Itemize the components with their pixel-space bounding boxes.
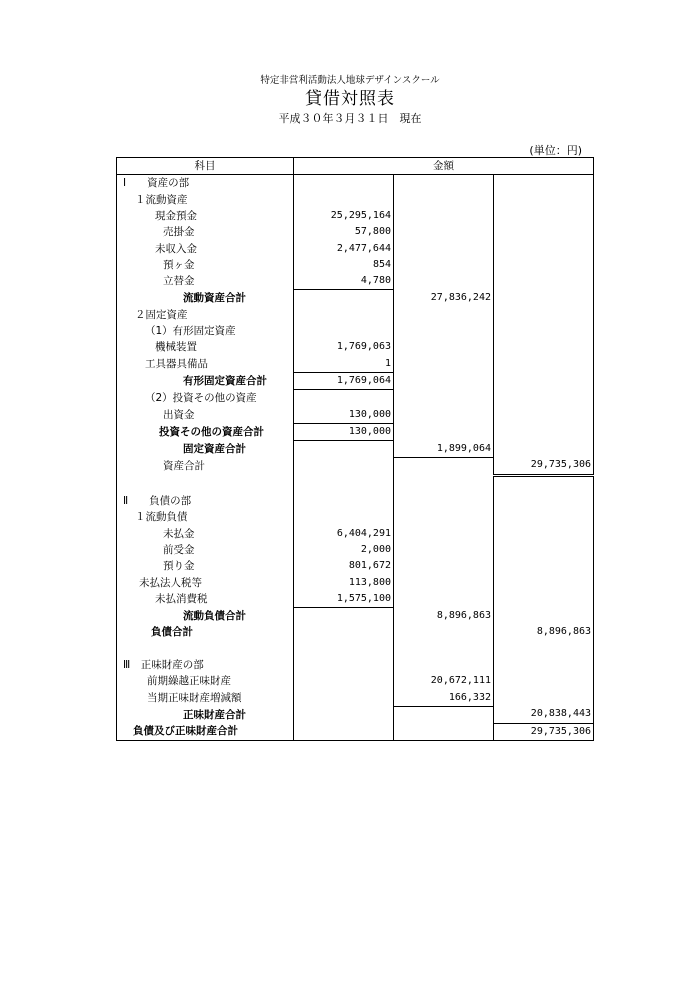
row-amount: 6,404,291: [294, 526, 394, 542]
assets-total-label: 資産合計: [117, 457, 294, 475]
table-row: [117, 706, 594, 723]
row-label: 現金預金: [117, 208, 294, 224]
table-row: [117, 390, 594, 407]
row-amount: 2,000: [294, 542, 394, 558]
table-header-row: [117, 158, 594, 175]
grand-total: 29,735,306: [494, 723, 594, 740]
current-liabilities-total-label: 流動負債合計: [117, 608, 294, 625]
table-row: [117, 624, 594, 640]
invest-total: 130,000: [294, 423, 394, 440]
report-date: 平成３０年３月３１日 現在: [278, 112, 422, 125]
table-row: [117, 608, 594, 625]
table-row: [117, 690, 594, 707]
row-label: 未払消費税: [117, 591, 294, 608]
invest-total-label: 投資その他の資産合計: [117, 423, 294, 440]
table-row: [117, 257, 594, 273]
row-label: 未払法人税等: [117, 574, 294, 590]
table-row: [117, 208, 594, 224]
net-assets-change: 166,332: [394, 690, 494, 707]
fixed-assets-total-label: 固定資産合計: [117, 441, 294, 458]
row-label: 未収入金: [117, 240, 294, 256]
fixed-assets-label: ２固定資産: [117, 307, 294, 323]
document-title: 貸借対照表: [305, 89, 395, 109]
assets-section-label: Ⅰ 資産の部: [117, 175, 294, 192]
assets-total: 29,735,306: [494, 457, 594, 475]
organization-name: 特定非営利活動法人地球デザインスクール: [260, 75, 440, 86]
grand-total-label: 負債及び正味財産合計: [117, 723, 294, 740]
table-row: [117, 323, 594, 339]
table-row: [117, 673, 594, 689]
net-assets-change-label: 当期正味財産増減額: [117, 690, 294, 707]
current-liabilities-total: 8,896,863: [394, 608, 494, 625]
fixed-assets-total: 1,899,064: [394, 441, 494, 458]
current-assets-total-label: 流動資産合計: [117, 290, 294, 307]
tangible-total-label: 有形固定資産合計: [117, 372, 294, 389]
net-assets-section-label: Ⅲ 正味財産の部: [117, 657, 294, 673]
liabilities-total-label: 負債合計: [117, 624, 294, 640]
current-liabilities-label: １流動負債: [117, 509, 294, 525]
row-amount: 25,295,164: [294, 208, 394, 224]
table-row: [117, 307, 594, 323]
table-row: [117, 356, 594, 373]
row-amount: 1,769,063: [294, 339, 394, 355]
row-label: 出資金: [117, 406, 294, 423]
row-label: 機械装置: [117, 339, 294, 355]
table-row: [117, 558, 594, 574]
row-label: 売掛金: [117, 224, 294, 240]
row-label: 立替金: [117, 273, 294, 290]
row-label: 前受金: [117, 542, 294, 558]
table-row: [117, 273, 594, 290]
row-amount: 130,000: [294, 406, 394, 423]
row-amount: 113,800: [294, 574, 394, 590]
net-assets-total: 20,838,443: [494, 706, 594, 723]
row-amount: 854: [294, 257, 394, 273]
table-row: [117, 591, 594, 608]
row-amount: 4,780: [294, 273, 394, 290]
unit-label: (単位：円): [529, 144, 582, 157]
row-label: 未払金: [117, 526, 294, 542]
table-row: [117, 406, 594, 423]
table-row: [117, 339, 594, 355]
net-assets-total-label: 正味財産合計: [117, 706, 294, 723]
table-row: [117, 641, 594, 657]
table-row: [117, 493, 594, 509]
row-amount: 1: [294, 356, 394, 373]
liabilities-section-label: Ⅱ 負債の部: [117, 493, 294, 509]
amount-header: 金額: [294, 158, 594, 175]
table-row: [117, 290, 594, 307]
table-row: [117, 441, 594, 458]
table-row: [117, 372, 594, 389]
prior-net-assets-label: 前期繰越正味財産: [117, 673, 294, 689]
prior-net-assets: 20,672,111: [394, 673, 494, 689]
table-row: [117, 475, 594, 493]
invest-assets-label: （2）投資その他の資産: [117, 390, 294, 407]
current-assets-total: 27,836,242: [394, 290, 494, 307]
row-amount: 2,477,644: [294, 240, 394, 256]
current-assets-label: １流動資産: [117, 192, 294, 208]
row-label: 工具器具備品: [117, 356, 294, 373]
table-row: [117, 240, 594, 256]
liabilities-total: 8,896,863: [494, 624, 594, 640]
row-label: 預ヶ金: [117, 257, 294, 273]
tangible-total: 1,769,064: [294, 372, 394, 389]
table-row: [117, 723, 594, 740]
row-amount: 57,800: [294, 224, 394, 240]
table-row: [117, 423, 594, 440]
balance-sheet-table: [116, 157, 594, 741]
table-row: [117, 657, 594, 673]
table-row: [117, 526, 594, 542]
table-row: [117, 192, 594, 208]
tangible-assets-label: （1）有形固定資産: [117, 323, 294, 339]
table-row: [117, 457, 594, 475]
row-label: 預り金: [117, 558, 294, 574]
table-row: [117, 175, 594, 192]
table-row: [117, 574, 594, 590]
row-amount: 801,672: [294, 558, 394, 574]
subject-header: 科目: [117, 158, 294, 175]
row-amount: 1,575,100: [294, 591, 394, 608]
table-row: [117, 224, 594, 240]
table-row: [117, 509, 594, 525]
table-row: [117, 542, 594, 558]
